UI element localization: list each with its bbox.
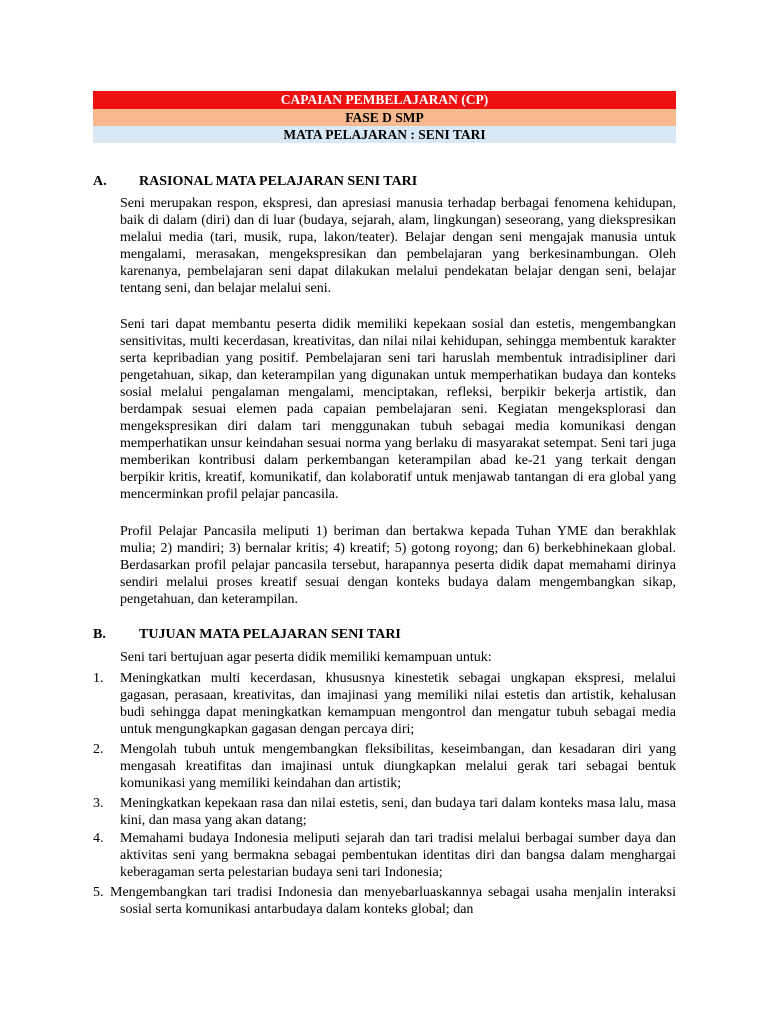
list-item-text: Mengolah tubuh untuk mengembangkan fleksibilitas, keseimbangan, dan kesadaran diri yang mengasah kreatifitas dan imajinasi untuk diungkapkan melalui gerak tari sebagai bentuk komunikasi yang memiliki keindahan dan artistik; bbox=[120, 742, 676, 791]
section-a-paragraph-3: Profil Pelajar Pancasila meliputi 1) beriman dan bertakwa kepada Tuhan YME dan berakhlak mulia; 2) mandiri; 3) bernalar kritis; 4) kreatif; 5) gotong royong; dan 6) berkebhinekaan global. Berdasarkan profil pelajar pancasila tersebut, harapannya peserta didik dapat memahami dirinya sendiri melalui proses kreatif sesuai dengan konteks budaya dalam mengembangkan sikap, pengetahuan, dan keterampilan. bbox=[120, 524, 676, 607]
section-a-heading bbox=[93, 173, 417, 190]
list-item bbox=[93, 670, 676, 738]
list-item-text: Meningkatkan multi kecerdasan, khususnya kinestetik sebagai ungkapan ekspresi, melalui gagasan, perasaan, kreativitas, dan imajinasi yang memiliki nilai estetis dan artistik, kehalusan budi sehingga dapat meningkatkan kemampuan mengontrol dan mengatur tubuh sebagai media untuk mengungkapkan gagasan dengan percaya diri; bbox=[120, 671, 676, 737]
list-item bbox=[93, 830, 676, 881]
list-item bbox=[93, 795, 676, 829]
section-b-intro: Seni tari bertujuan agar peserta didik memiliki kemampuan untuk: bbox=[120, 650, 492, 665]
list-item-number: 5. bbox=[93, 885, 104, 900]
section-a-paragraph-1: Seni merupakan respon, ekspresi, dan apresiasi manusia terhadap berbagai fenomena kehidupan, baik di dalam (diri) dan di luar (budaya, sejarah, alam, lingkungan) seseorang, yang diekspresikan melalui media (tari, musik, rupa, lakon/teater). Belajar dengan seni mengajak manusia untuk mengalami, merasakan, mengekspresikan dan pembelajaran yang berkesinambungan. Oleh karenanya, pembelajaran seni dapat dilakukan melalui pendekatan belajar dengan seni, belajar tentang seni, dan belajar melalui seni. bbox=[120, 196, 676, 296]
phase-banner: FASE D SMP bbox=[93, 109, 676, 127]
subject-banner: MATA PELAJARAN : SENI TARI bbox=[93, 126, 676, 143]
list-item-number: 4. bbox=[93, 831, 104, 846]
list-item bbox=[93, 884, 676, 918]
section-a-title: RASIONAL MATA PELAJARAN SENI TARI bbox=[139, 174, 418, 189]
list-item-number: 3. bbox=[93, 796, 104, 811]
section-a-paragraph-2: Seni tari dapat membantu peserta didik memiliki kepekaan sosial dan estetis, mengembangkan sensitivitas, multi kecerdasan, kreativitas, dan nilai nilai kehidupan, sehingga membentuk karakter serta kepribadian yang positif. Pembelajaran seni tari haruslah membentuk intradisipliner dari pengetahuan, sikap, dan keterampilan yang digunakan untuk memperhatikan budaya dan konteks sosial melalui pengalaman mengalami, menciptakan, refleksi, berpikir bekerja artistik, dan berdampak sesuai elemen pada capaian pembelajaran seni. Kegiatan mengeksplorasi dan mengekspresikan diri dalam tari menggunakan tubuh sebagai media komunikasi dengan memperhatikan unsur keindahan sesuai norma yang berlaku di masyarakat setempat. Seni tari juga memberikan kontribusi dalam perkembangan keterampilan abad ke-21 yang terkait dengan berpikir kritis, kreatif, komunikatif, dan kolaboratif untuk menjawab tantangan di era global yang mencerminkan profil pelajar pancasila. bbox=[120, 317, 676, 502]
section-b-letter: B. bbox=[93, 627, 106, 642]
list-item-number: 2. bbox=[93, 742, 104, 757]
section-a-letter: A. bbox=[93, 174, 107, 189]
list-item bbox=[93, 741, 676, 792]
cp-title-banner: CAPAIAN PEMBELAJARAN (CP) bbox=[93, 91, 676, 109]
list-item-text: Meningkatkan kepekaan rasa dan nilai estetis, seni, dan budaya tari dalam konteks masa lalu, masa kini, dan masa yang akan datang; bbox=[120, 796, 676, 828]
list-item-text: Memahami budaya Indonesia meliputi sejarah dan tari tradisi melalui berbagai sumber daya dan aktivitas seni yang bermakna sebagai pembentukan identitas diri dan bangsa dalam menghargai keberagaman serta pelestarian budaya seni tari Indonesia; bbox=[120, 831, 676, 880]
list-item-text: Mengembangkan tari tradisi Indonesia dan menyebarluaskannya sebagai usaha menjalin interaksi sosial serta komunikasi antarbudaya dalam konteks global; dan bbox=[110, 885, 676, 917]
section-b-heading bbox=[93, 626, 401, 643]
list-item-number: 1. bbox=[93, 671, 104, 686]
section-b-title: TUJUAN MATA PELAJARAN SENI TARI bbox=[139, 627, 401, 642]
